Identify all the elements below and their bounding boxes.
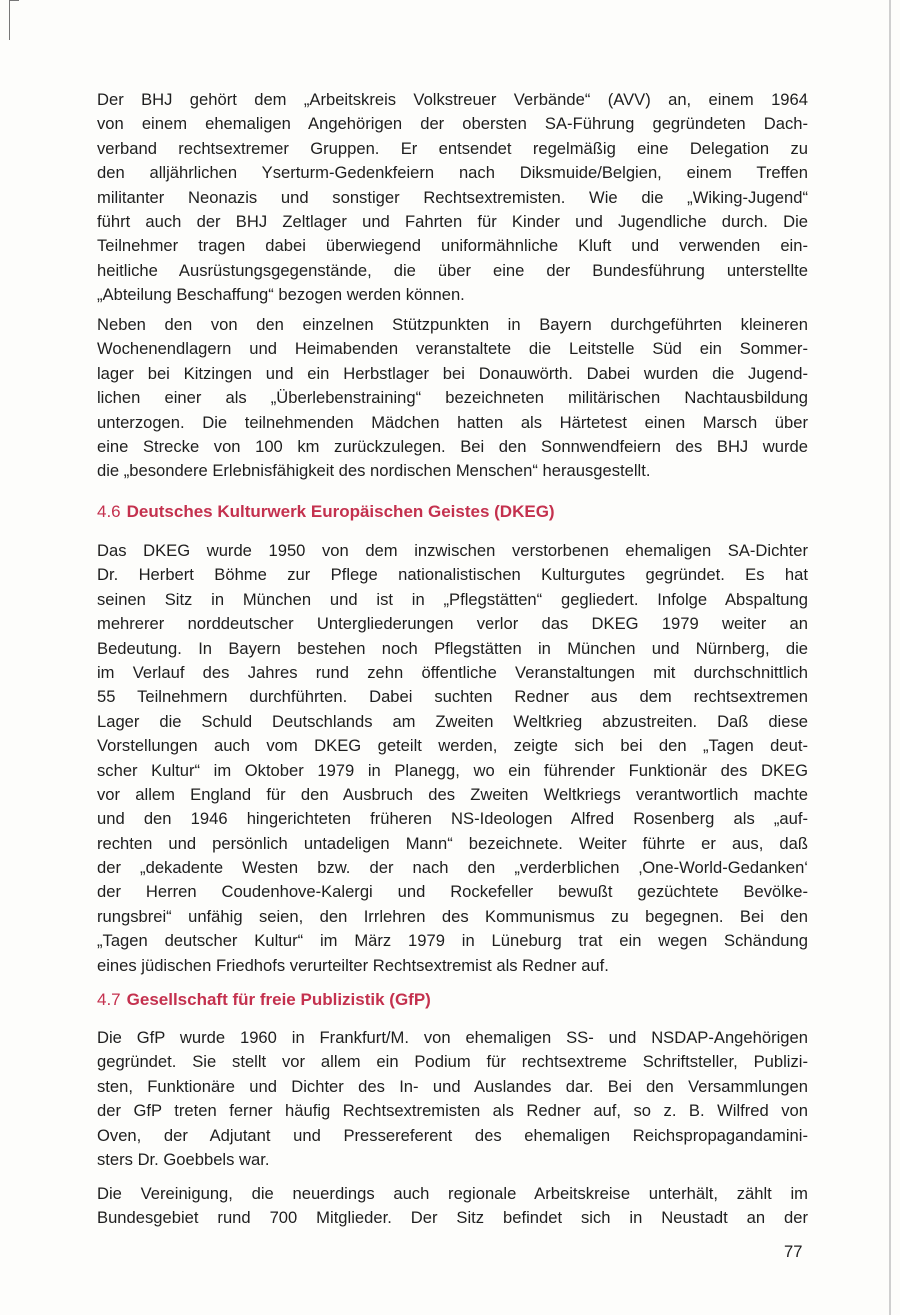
text-line: Wochenendlagern und Heimabenden veranstaltete die Leitstelle Süd ein Sommer-: [97, 339, 808, 359]
text-line: rechten und persönlich untadeligen Mann“ bezeichnete. Weiter führte er aus, daß: [97, 833, 808, 853]
text-line: unterzogen. Die teilnehmenden Mädchen hatten als Härtetest einen Marsch über: [97, 412, 808, 432]
text-line: „Abteilung Beschaffung“ bezogen werden können.: [97, 285, 465, 305]
text-line: Der BHJ gehört dem „Arbeitskreis Volkstreuer Verbände“ (AVV) an, einem 1964: [97, 90, 808, 109]
text-line: führt auch der BHJ Zeltlager und Fahrten für Kinder und Jugendliche durch. Die: [97, 211, 808, 231]
scan-edge: [9, 0, 19, 1]
text-line: Die GfP wurde 1960 in Frankfurt/M. von ehemaligen SS- und NSDAP-Angehörigen: [97, 1028, 808, 1047]
text-line: Neben den von den einzelnen Stützpunkten in Bayern durchgeführten kleineren: [97, 315, 808, 334]
text-line: mehrerer norddeutscher Untergliederungen verlor das DKEG 1979 weiter an: [97, 614, 808, 634]
text-line: „Tagen deutscher Kultur“ im März 1979 in Lüneburg trat ein wegen Schändung: [97, 931, 808, 951]
text-line: der „dekadente Westen bzw. der nach den „verderblichen ‚One-World-Gedanken‘: [97, 858, 808, 878]
text-line: Bundesgebiet rund 700 Mitglieder. Der Sitz befindet sich in Neustadt an der: [97, 1208, 808, 1228]
section-number: 4.7: [97, 990, 121, 1009]
text-line: im Verlauf des Jahres rund zehn öffentliche Veranstaltungen mit durchschnittlich: [97, 662, 808, 682]
paragraph: [97, 88, 808, 308]
text-line: heitliche Ausrüstungsgegenstände, die über eine der Bundesführung unterstellte: [97, 260, 808, 280]
text-line: Das DKEG wurde 1950 von dem inzwischen verstorbenen ehemaligen SA-Dichter: [97, 541, 808, 560]
text-line: Dr. Herbert Böhme zur Pflege nationalistischen Kulturgutes gegründet. Es hat: [97, 565, 808, 585]
text-line: seinen Sitz in München und ist in „Pflegstätten“ gegliedert. Infolge Abspaltung: [97, 589, 808, 609]
text-line: sters Dr. Goebbels war.: [97, 1149, 270, 1169]
text-line: militanter Neonazis und sonstiger Rechtsextremisten. Wie die „Wiking-Jugend“: [97, 187, 808, 207]
text-line: und den 1946 hingerichteten früheren NS-Ideologen Alfred Rosenberg als „auf-: [97, 809, 808, 829]
text-line: rungsbrei“ unfähig seien, den Irrlehren des Kommunismus zu begegnen. Bei den: [97, 906, 808, 926]
section-title: Gesellschaft für freie Publizistik (GfP): [126, 990, 431, 1009]
text-line: lichen einer als „Überlebenstraining“ bezeichneten militärischen Nachtausbildung: [97, 388, 808, 408]
page-number: 77: [784, 1242, 803, 1261]
text-line: der GfP treten ferner häufig Rechtsextremisten als Redner auf, so z. B. Wilfred von: [97, 1101, 808, 1121]
text-line: 55 Teilnehmern durchführten. Dabei suchten Redner aus dem rechtsextremen: [97, 687, 808, 707]
scan-edge: [9, 0, 10, 40]
section-heading: [97, 988, 808, 1012]
text-line: eine Strecke von 100 km zurückzulegen. Bei den Sonnwendfeiern des BHJ wurde: [97, 436, 808, 456]
text-line: scher Kultur“ im Oktober 1979 in Planegg, wo ein führender Funktionär des DKEG: [97, 760, 808, 780]
text-line: Oven, der Adjutant und Pressereferent des ehemaligen Reichspropagandamini-: [97, 1125, 808, 1145]
paragraph: [97, 539, 808, 978]
text-line: eines jüdischen Friedhofs verurteilter Rechtsextremist als Redner auf.: [97, 955, 609, 975]
paragraph: [97, 1182, 808, 1231]
text-line: Vorstellungen auch vom DKEG geteilt werden, zeigte sich bei den „Tagen deut-: [97, 736, 808, 756]
paragraph: [97, 1026, 808, 1172]
text-line: sten, Funktionäre und Dichter des In- und Auslandes dar. Bei den Versammlungen: [97, 1076, 808, 1096]
text-line: Bedeutung. In Bayern bestehen noch Pflegstätten in München und Nürnberg, die: [97, 638, 808, 658]
text-line: verband rechtsextremer Gruppen. Er entsendet regelmäßig eine Delegation zu: [97, 138, 808, 158]
section-number: 4.6: [97, 502, 121, 521]
paragraph: [97, 313, 808, 484]
text-line: von einem ehemaligen Angehörigen der obersten SA-Führung gegründeten Dach-: [97, 114, 808, 134]
text-line: Lager die Schuld Deutschlands am Zweiten Weltkrieg abzustreiten. Daß diese: [97, 711, 808, 731]
scan-edge: [889, 0, 891, 1315]
text-line: die „besondere Erlebnisfähigkeit des nordischen Menschen“ herausgestellt.: [97, 461, 651, 481]
text-line: Die Vereinigung, die neuerdings auch regionale Arbeitskreise unterhält, zählt im: [97, 1184, 808, 1203]
text-line: der Herren Coudenhove-Kalergi und Rockefeller bewußt gezüchtete Bevölke-: [97, 882, 808, 902]
text-line: den alljährlichen Yserturm-Gedenkfeiern nach Diksmuide/Belgien, einem Treffen: [97, 163, 808, 183]
section-heading: [97, 500, 808, 524]
section-title: Deutsches Kulturwerk Europäischen Geistes (DKEG): [126, 502, 555, 521]
text-line: Teilnehmer tragen dabei überwiegend uniformähnliche Kluft und verwenden ein-: [97, 236, 808, 256]
text-line: vor allem England für den Ausbruch des Zweiten Weltkriegs verantwortlich machte: [97, 784, 808, 804]
text-line: lager bei Kitzingen und ein Herbstlager bei Donauwörth. Dabei wurden die Jugend-: [97, 363, 808, 383]
text-line: gegründet. Sie stellt vor allem ein Podium für rechtsextreme Schriftsteller, Publizi-: [97, 1052, 808, 1072]
